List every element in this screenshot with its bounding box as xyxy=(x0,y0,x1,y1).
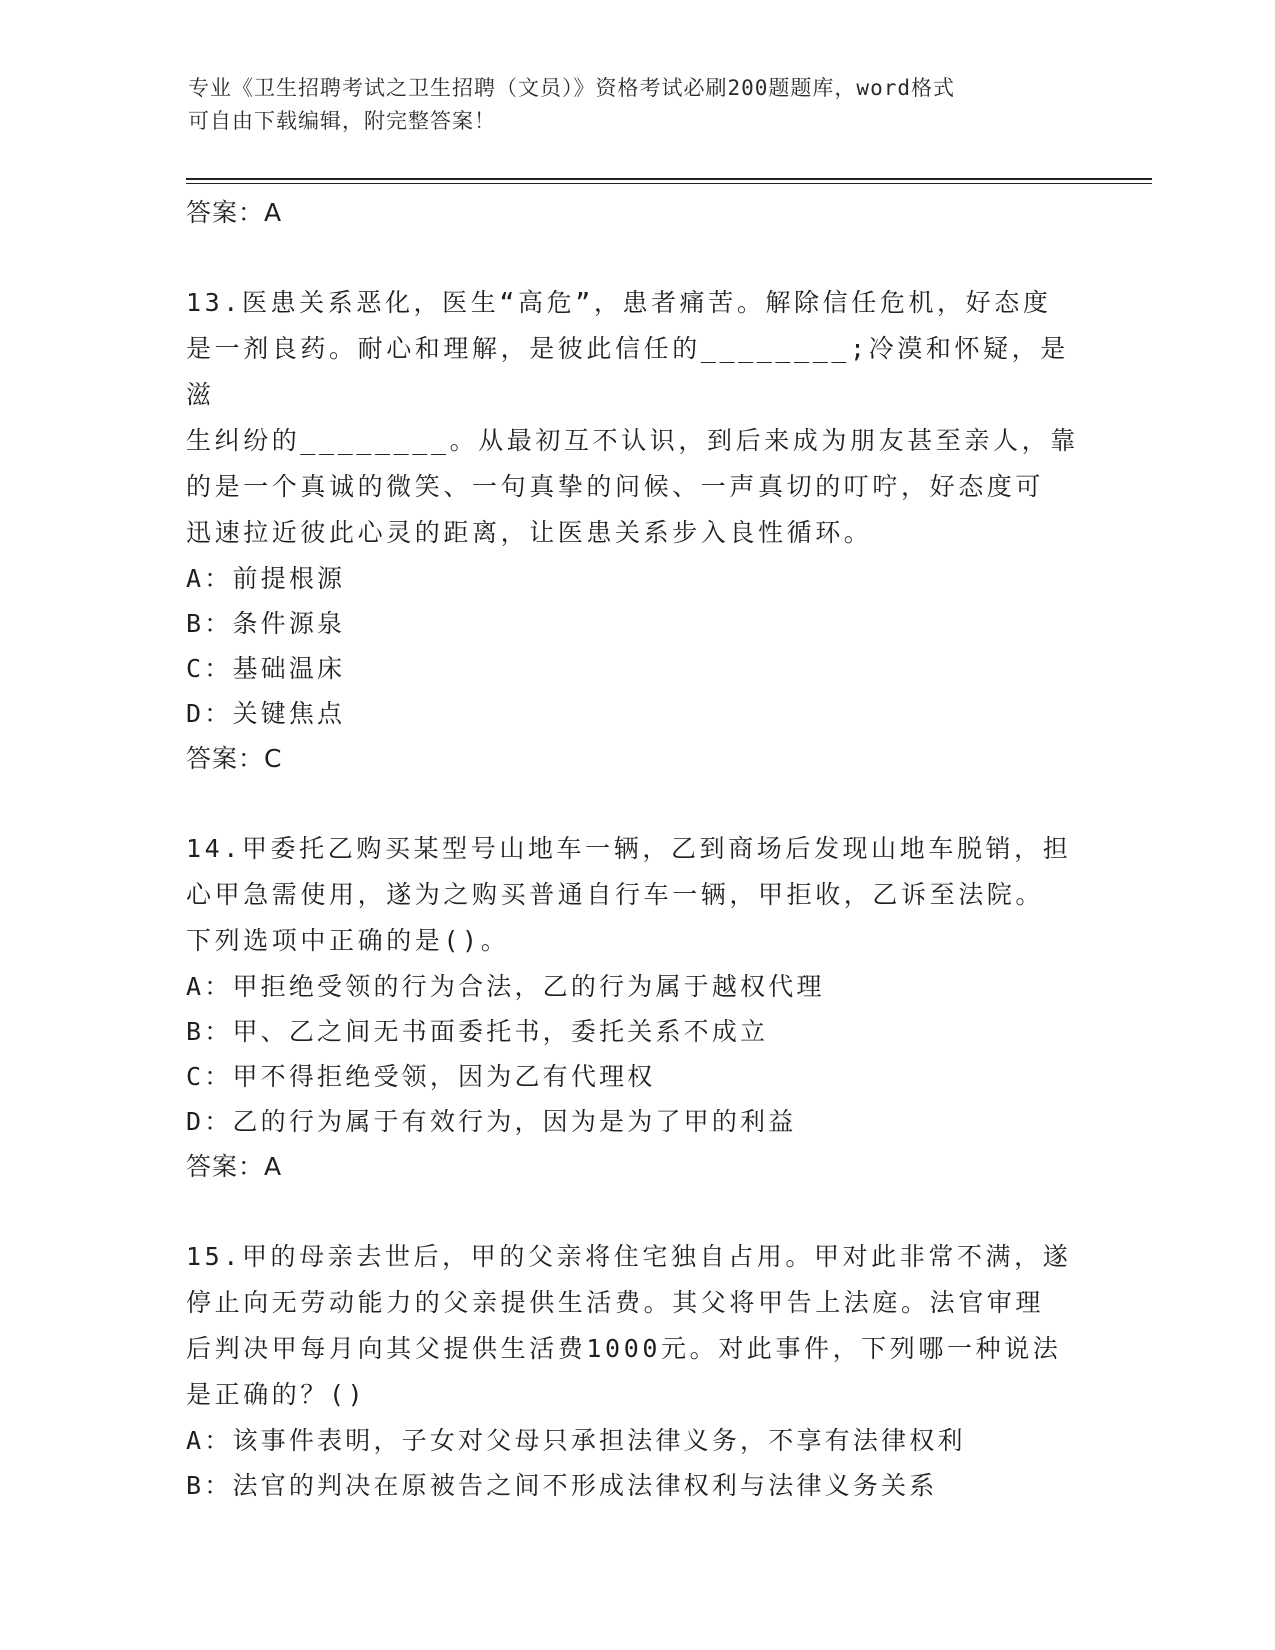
option-d: D：乙的行为属于有效行为，因为是为了甲的利益 xyxy=(186,1107,797,1136)
header-line-2: 可自由下载编辑，附完整答案！ xyxy=(188,109,496,133)
question-stem-line: 13.医患关系恶化，医生“高危”，患者痛苦。解除信任危机，好态度 xyxy=(186,288,1052,317)
question-stem-line: 14.甲委托乙购买某型号山地车一辆，乙到商场后发现山地车脱销，担 xyxy=(186,834,1072,863)
question-stem-line: 心甲急需使用，遂为之购买普通自行车一辆，甲拒收，乙诉至法院。 xyxy=(186,880,1045,909)
answer-line: 答案：A xyxy=(186,1152,283,1181)
question-stem-line: 后判决甲每月向其父提供生活费1000元。对此事件，下列哪一种说法 xyxy=(186,1334,1062,1363)
question-stem-line: 15.甲的母亲去世后，甲的父亲将住宅独自占用。甲对此非常不满，遂 xyxy=(186,1242,1072,1271)
question-13 xyxy=(186,280,1086,782)
header-line-1: 专业《卫生招聘考试之卫生招聘（文员）》资格考试必刷200题题库，word格式 xyxy=(188,76,955,100)
question-stem-line: 停止向无劳动能力的父亲提供生活费。其父将甲告上法庭。法官审理 xyxy=(186,1288,1045,1317)
question-stem-line: 迅速拉近彼此心灵的距离，让医患关系步入良性循环。 xyxy=(186,518,873,547)
question-stem-line: 的是一个真诚的微笑、一句真挚的问候、一声真切的叮咛，好态度可 xyxy=(186,472,1045,501)
option-b: B：条件源泉 xyxy=(186,609,346,638)
question-stem-line: 生纠纷的________。从最初互不认识，到后来成为朋友甚至亲人，靠 xyxy=(186,426,1079,455)
option-a: A：甲拒绝受领的行为合法，乙的行为属于越权代理 xyxy=(186,972,825,1001)
option-d: D：关键焦点 xyxy=(186,699,346,728)
option-c: C：甲不得拒绝受领，因为乙有代理权 xyxy=(186,1062,656,1091)
question-15 xyxy=(186,1234,1086,1508)
page-header xyxy=(188,72,1068,138)
question-stem-line: 是一剂良药。耐心和理解，是彼此信任的________;冷漠和怀疑，是滋 xyxy=(186,334,1069,409)
option-b: B：甲、乙之间无书面委托书，委托关系不成立 xyxy=(186,1017,769,1046)
question-14 xyxy=(186,826,1086,1190)
question-stem-line: 是正确的？() xyxy=(186,1380,367,1409)
answer-line: 答案：C xyxy=(186,744,283,773)
option-b: B：法官的判决在原被告之间不形成法律权利与法律义务关系 xyxy=(186,1471,938,1500)
answer-line: 答案：A xyxy=(186,198,283,227)
document-body xyxy=(186,190,1086,1508)
question-stem-line: 下列选项中正确的是()。 xyxy=(186,926,510,955)
option-a: A：该事件表明，子女对父母只承担法律义务，不享有法律权利 xyxy=(186,1426,966,1455)
header-rule-thick xyxy=(186,178,1152,180)
option-c: C：基础温床 xyxy=(186,654,346,683)
option-a: A：前提根源 xyxy=(186,564,346,593)
header-rule-thin xyxy=(186,183,1152,184)
